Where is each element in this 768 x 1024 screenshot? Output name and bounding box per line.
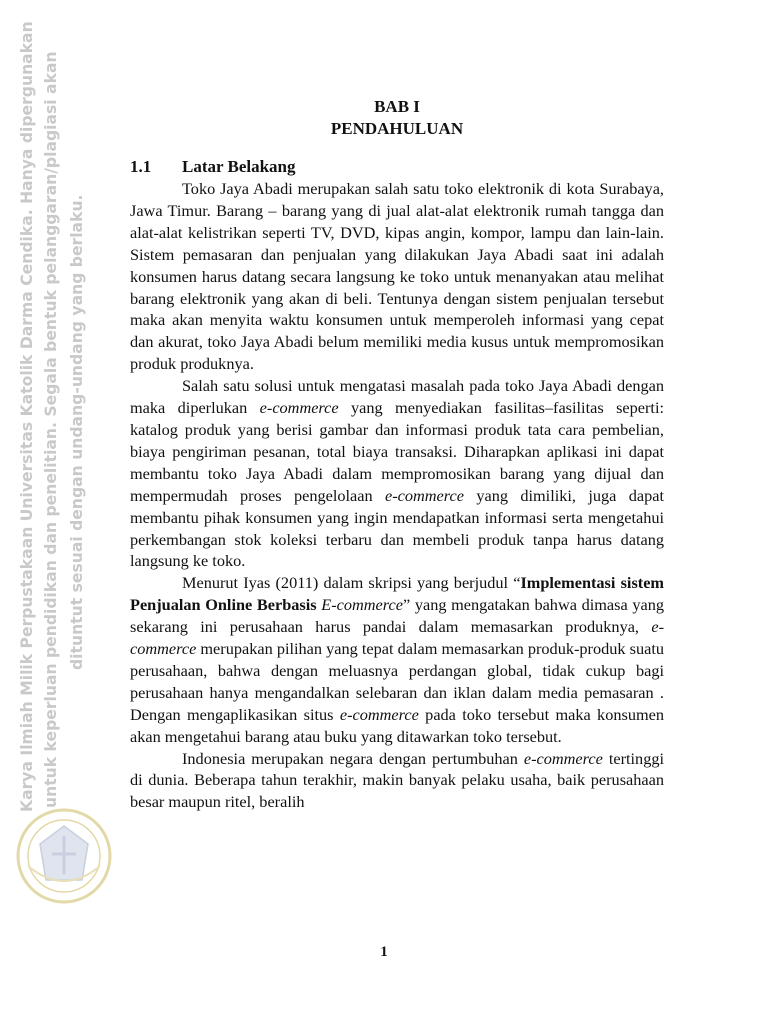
chapter-label: BAB I <box>374 97 420 116</box>
university-seal-icon <box>14 806 114 906</box>
text-run: Toko Jaya Abadi merupakan salah satu toko elektronik di kota Surabaya, Jawa Timur. Barang – barang yang di jual alat-alat elektronik rumah tangga dan alat-alat kelistrikan seperti TV, DVD, kipas angin, kompor, lampu dan lain-lain. Sistem pemasaran dan penjualan yang dilakukan Jaya Abadi saat ini adalah konsumen harus datang secara langsung ke toko untuk menanyakan atau melihat barang elektronik yang akan di beli. Tentunya dengan sistem penjualan tersebut maka akan menyita waktu konsumen untuk memperoleh informasi yang cepat dan akurat, toko Jaya Abadi belum memiliki media kusus untuk mempromosikan produk produknya. <box>130 179 664 374</box>
italic-term: e-commerce <box>339 704 419 724</box>
watermark-line-1: Karya Ilmiah Milik Perpustakaan Universitas Katolik Darma Cendika. Hanya dipergunakan <box>18 21 36 812</box>
italic-term: e-commerce <box>523 748 603 768</box>
bold-title: Implementasi sistem Penjualan Online Berbasis <box>130 573 664 615</box>
section-title: Latar Belakang <box>182 157 296 176</box>
paragraph <box>130 572 664 747</box>
paragraph <box>130 375 664 572</box>
section-heading <box>130 156 664 178</box>
chapter-title: PENDAHULUAN <box>330 119 464 138</box>
text-run: pada toko tersebut maka konsumen akan mengetahui barang atau buku yang ditawarkan toko tersebut. <box>130 704 664 746</box>
paragraph <box>130 748 664 814</box>
text-run: yang dimiliki, juga dapat membantu pihak konsumen yang ingin mendapatkan informasi serta mengetahui perkembangan stok koleksi terbaru dan membeli produk tanpa harus datang langsung ke toko. <box>130 485 664 571</box>
text-run: Menurut Iyas (2011) dalam skripsi yang berjudul “ <box>182 573 521 593</box>
text-run: Indonesia merupakan negara dengan pertumbuhan <box>182 748 524 768</box>
document-body <box>130 96 664 813</box>
section-number: 1.1 <box>130 157 152 176</box>
text-run: Salah satu solusi untuk mengatasi masalah pada toko Jaya Abadi dengan maka diperlukan <box>130 376 664 418</box>
italic-term: e-commerce <box>259 398 339 418</box>
watermark-line-2: untuk keperluan pendidikan dan penelitian. Segala bentuk pelanggaran/plagiasi akan <box>42 51 60 808</box>
text-run: yang menyediakan fasilitas–fasilitas seperti: katalog produk yang berisi gambar dan informasi produk tata cara pembelian, biaya pengiriman pesanan, total biaya transaksi. Diharapkan aplikasi ini dapat membantu toko Jaya Abadi dalam mempromosikan barang yang dijual dan mempermudah proses pengelolaan <box>130 398 664 505</box>
italic-term: e-commerce <box>385 485 464 505</box>
text-run: tertinggi di dunia. Beberapa tahun terakhir, makin banyak pelaku usaha, baik perusahaan besar maupun ritel, beralih <box>130 748 664 812</box>
italic-term: E-commerce <box>321 595 403 615</box>
italic-term: e-commerce <box>130 617 664 659</box>
paragraph <box>130 178 664 375</box>
page-number: 1 <box>380 944 388 960</box>
text-run: ” yang mengatakan bahwa dimasa yang sekarang ini perusahaan harus pandai dalam memasarkan produknya, <box>130 595 665 637</box>
text-run: merupakan pilihan yang tepat dalam memasarkan produk-produk suatu perusahaan, bahwa dengan meluasnya perdangan global, tidak cukup bagi perusahaan hanya mengandalkan selebaran dan iklan dalam media pemasaran . Dengan mengaplikasikan situs <box>130 639 664 724</box>
watermark-line-3: dituntut sesuai dengan undang-undang yang berlaku. <box>68 194 86 670</box>
